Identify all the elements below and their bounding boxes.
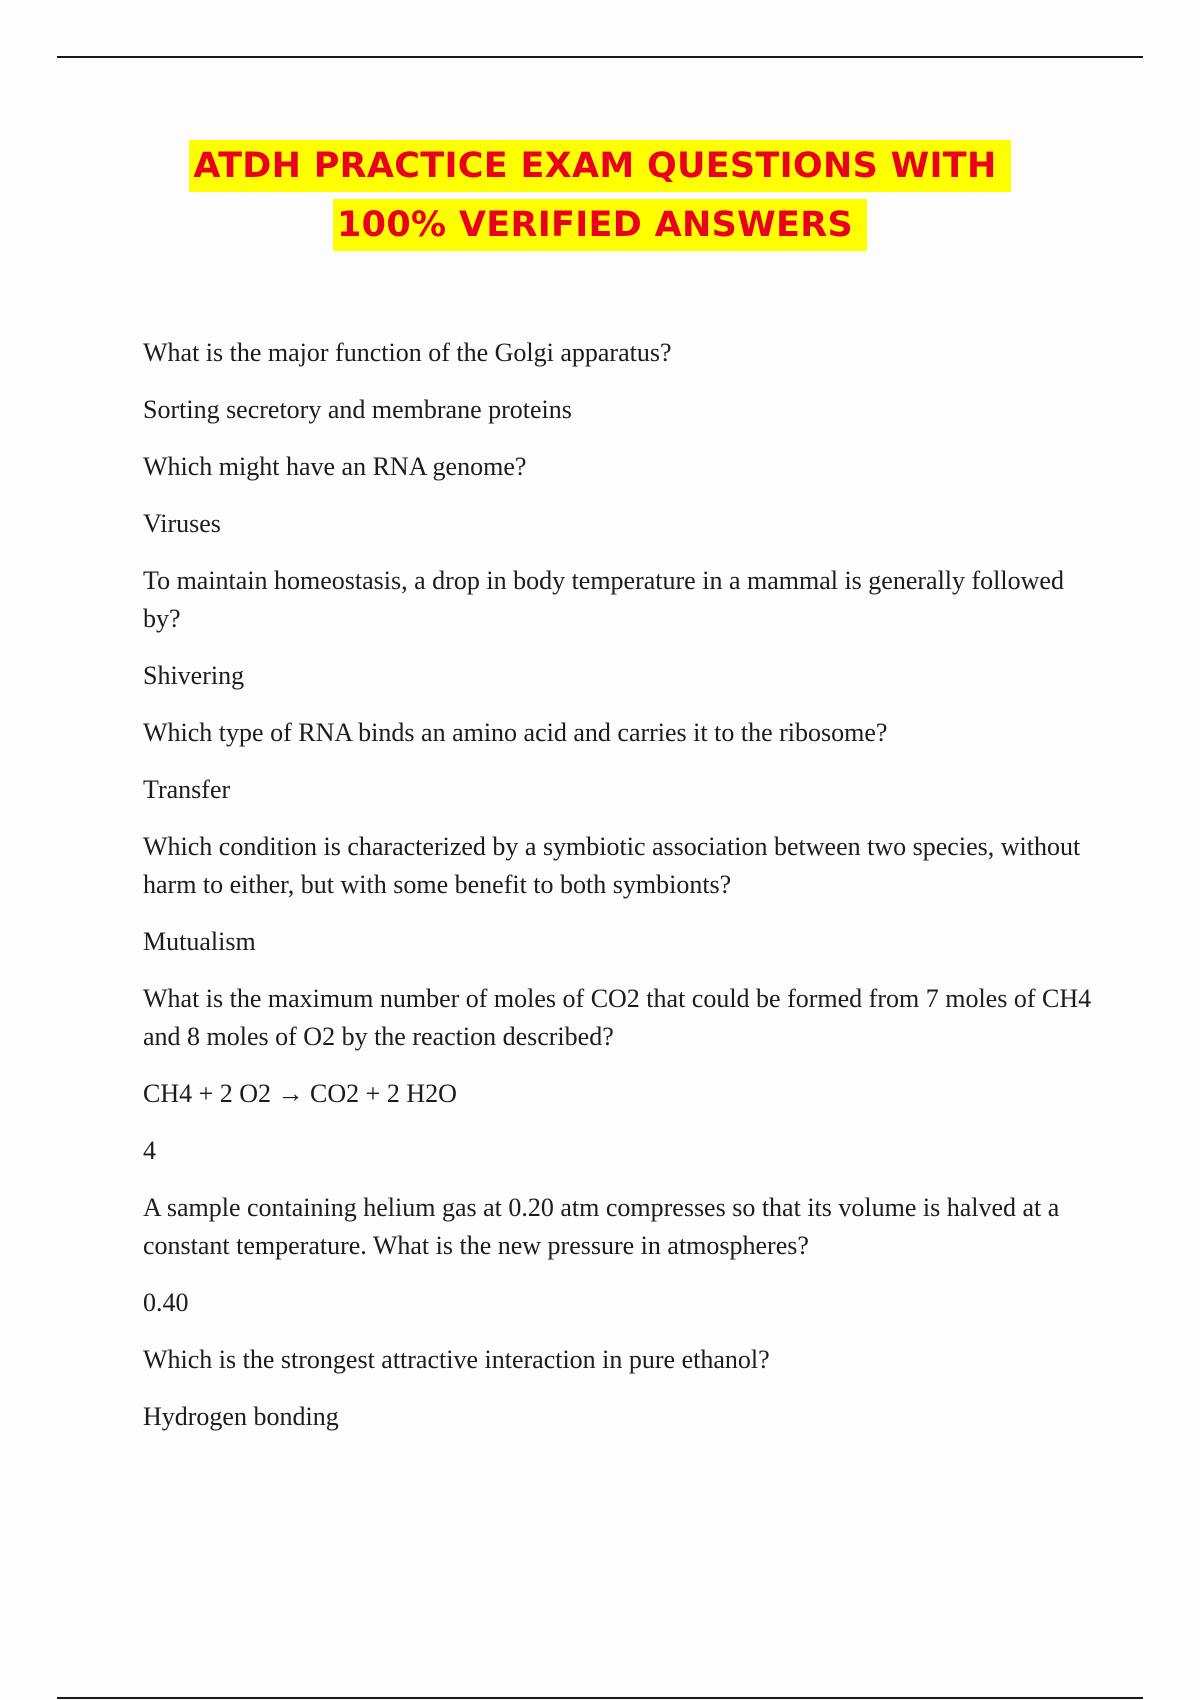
answer-6: 4	[143, 1136, 156, 1165]
footer-rule	[57, 1697, 1143, 1699]
question-3: To maintain homeostasis, a drop in body temperature in a mammal is generally followed by?	[143, 566, 1064, 633]
header-rule	[57, 56, 1143, 58]
answer-7: 0.40	[143, 1288, 189, 1317]
question-5: Which condition is characterized by a symbiotic association between two species, without harm to either, but with some benefit to both symbionts?	[143, 832, 1081, 899]
answer-1: Sorting secretory and membrane proteins	[143, 395, 572, 424]
question-1: What is the major function of the Golgi apparatus?	[143, 338, 672, 367]
answer-3: Shivering	[143, 661, 245, 690]
question-8: Which is the strongest attractive interaction in pure ethanol?	[143, 1345, 770, 1374]
reaction-equation: CH4 + 2 O2 → CO2 + 2 H2O	[143, 1079, 457, 1108]
question-4: Which type of RNA binds an amino acid and carries it to the ribosome?	[143, 718, 888, 747]
title-line-2: 100% VERIFIED ANSWERS	[333, 199, 867, 251]
document-title	[0, 140, 1200, 251]
question-6: What is the maximum number of moles of CO2 that could be formed from 7 moles of CH4 and 8 moles of O2 by the reaction described?	[143, 984, 1092, 1051]
answer-2: Viruses	[143, 509, 221, 538]
answer-8: Hydrogen bonding	[143, 1402, 339, 1431]
question-7: A sample containing helium gas at 0.20 atm compresses so that its volume is halved at a constant temperature. What is the new pressure in atmospheres?	[143, 1193, 1060, 1260]
question-2: Which might have an RNA genome?	[143, 452, 527, 481]
qa-content	[143, 334, 1093, 1455]
answer-4: Transfer	[143, 775, 231, 804]
answer-5: Mutualism	[143, 927, 256, 956]
title-line-1: ATDH PRACTICE EXAM QUESTIONS WITH	[189, 140, 1010, 192]
